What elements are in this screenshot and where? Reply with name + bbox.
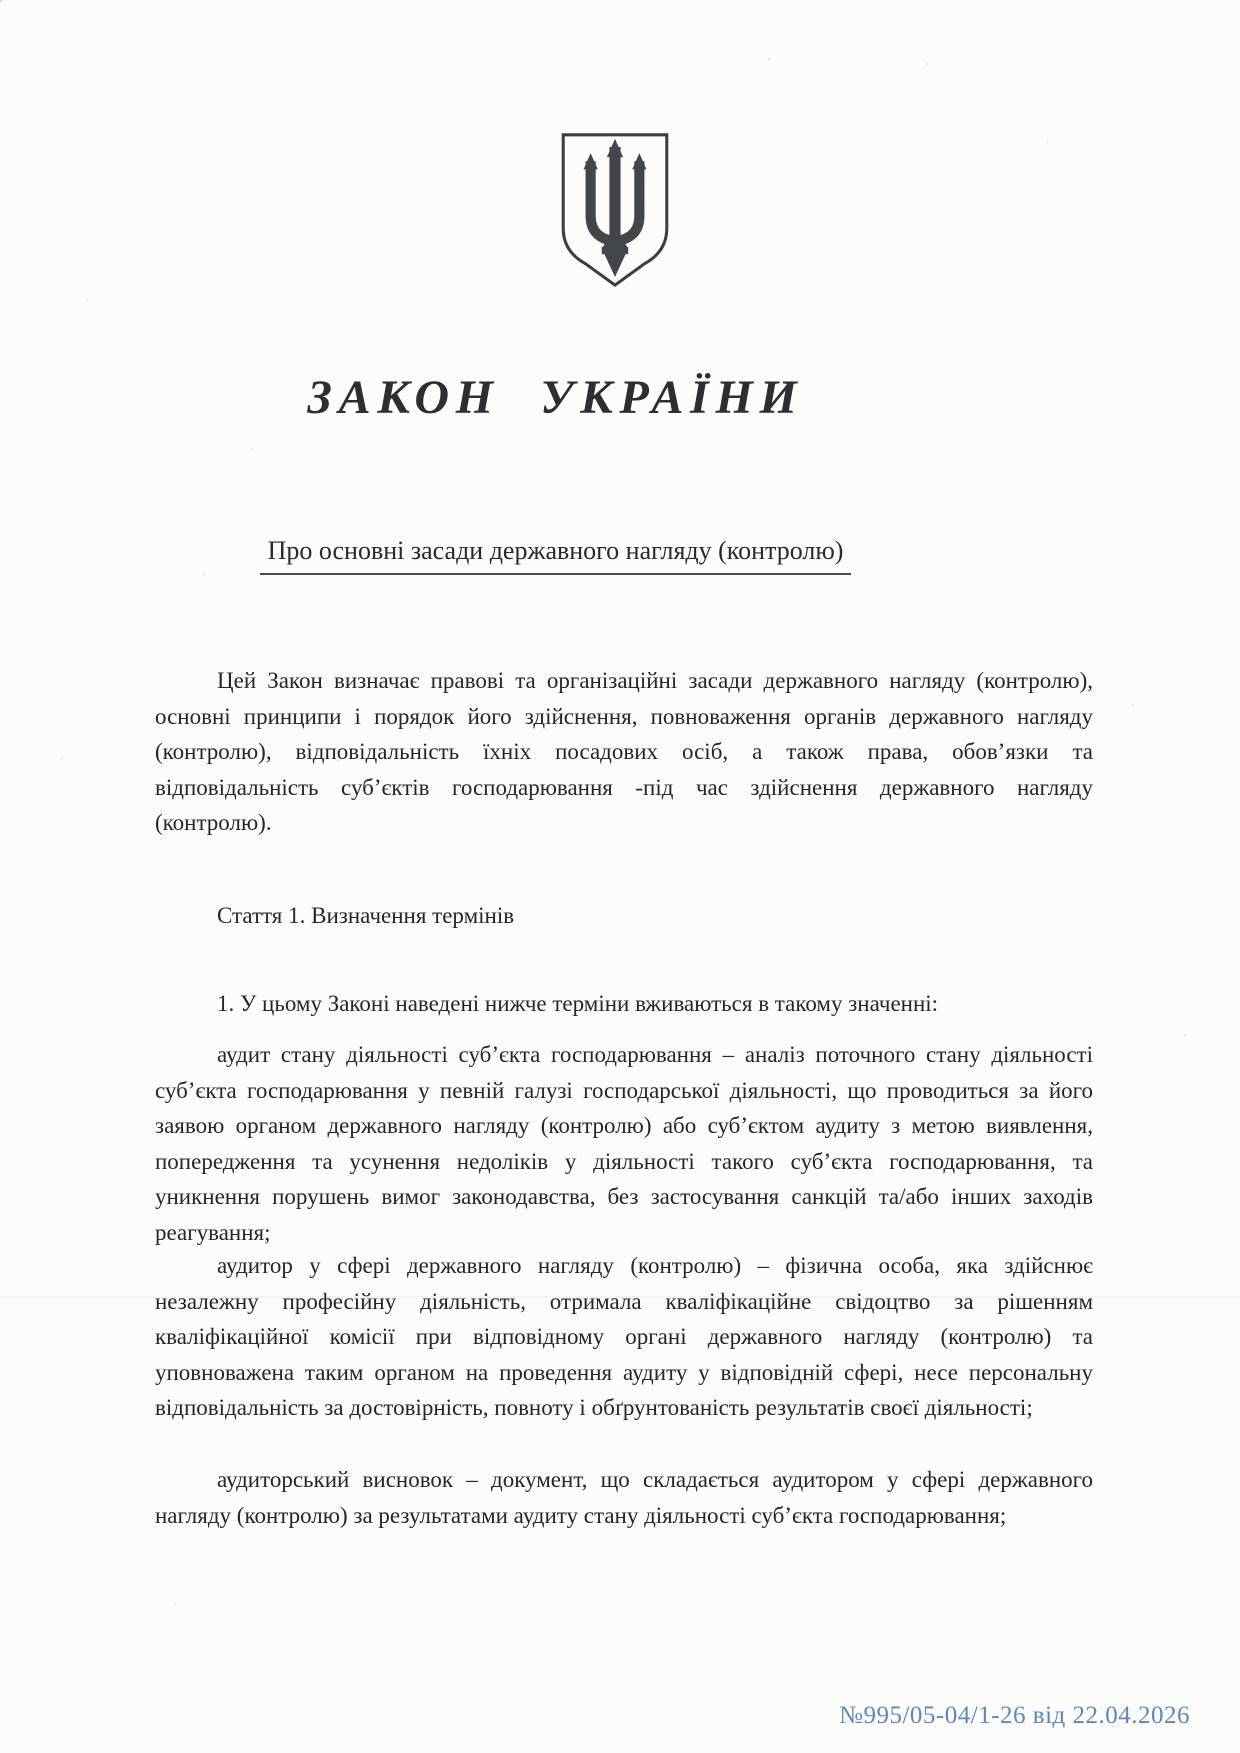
definition-paragraph-audit: аудит стану діяльності суб’єкта господарювання – аналіз поточного стану діяльності суб’єкта господарювання у певній галузі господарської діяльності, що проводиться за його заявою органом державного нагляду (контролю) або суб’єктом аудиту з метою виявлення, попередження та усунення недоліків у діяльності такого суб’єкта господарювання, та уникнення порушень вимог законодавства, без застосування санкцій та/або інших заходів реагування; [155, 1042, 1093, 1245]
scan-artifact-line [0, 1296, 1240, 1298]
document-title: ЗАКОН УКРАЇНИ [307, 371, 804, 424]
article-1-heading: Стаття 1. Визначення термінів [217, 903, 515, 928]
clause-1-intro: 1. У цьому Законі наведені нижче терміни вживаються в такому значенні: [217, 991, 939, 1016]
scan-noise-specks [0, 0, 2, 2]
document-subtitle: Про основні засади державного нагляду (контролю) [260, 536, 852, 575]
definition-paragraph-auditor: аудитор у сфері державного нагляду (контролю) – фізична особа, яка здійснює незалежну професійну діяльність, отримала кваліфікаційне свідоцтво за рішенням кваліфікаційної комісії при відповідному органі державного нагляду (контролю) та уповноважена таким органом на проведення аудиту у відповідній сфері, несе персональну відповідальність за достовірність, повноту і обґрунтованість результатів своєї діяльності; [155, 1253, 1093, 1420]
document-reference-number: №995/05-04/1-26 від 22.04.2026 [839, 1702, 1190, 1729]
document-subtitle-row [88, 536, 1023, 575]
definition-paragraph-audit-conclusion: аудиторський висновок – документ, що складається аудитором у сфері державного нагляду (контролю) за результатами аудиту стану діяльності суб’єкта господарювання; [155, 1467, 1093, 1528]
ukraine-trident-icon [549, 128, 681, 300]
preamble-paragraph: Цей Закон визначає правові та організаційні засади державного нагляду (контролю), основні принципи і порядок його здійснення, повноваження органів державного нагляду (контролю), відповідальність їхніх посадових осіб, а також права, обов’язки та відповідальність суб’єктів господарювання -під час здійснення державного нагляду (контролю). [155, 668, 1093, 835]
coat-of-arms [549, 128, 681, 300]
